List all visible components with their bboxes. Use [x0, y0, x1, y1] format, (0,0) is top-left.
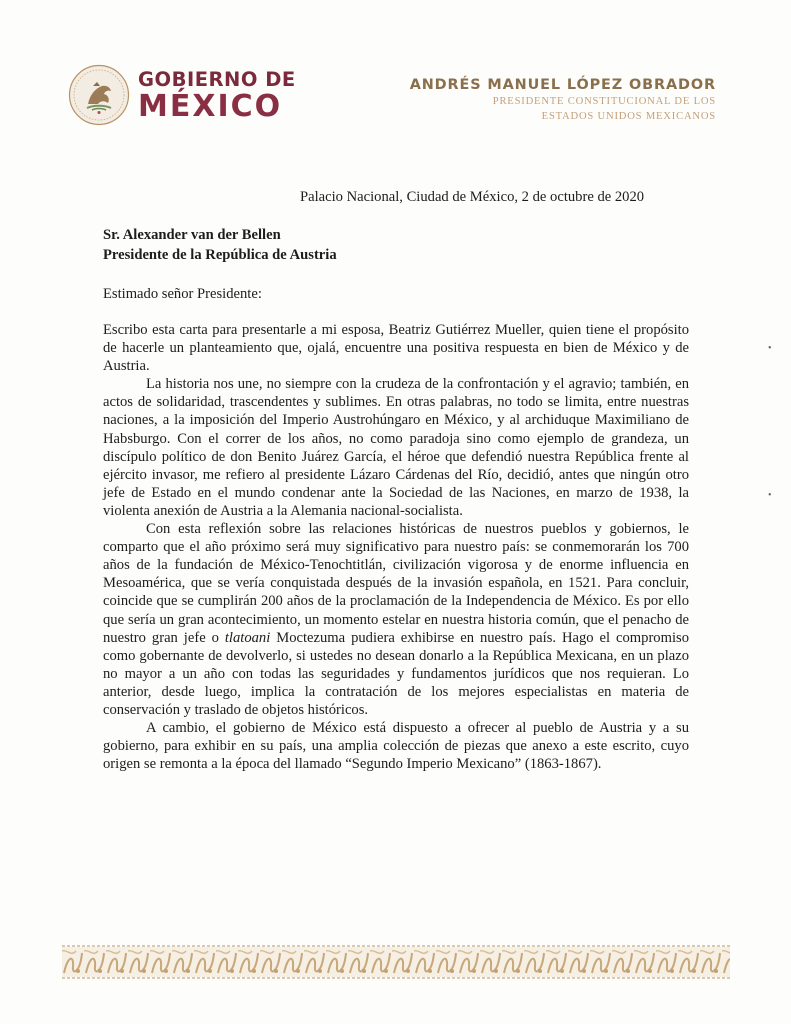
- paragraph-1: Escribo esta carta para presentarle a mi esposa, Beatriz Gutiérrez Mueller, quien tiene el propósito de hacerle un planteamiento que, ojalá, encuentre una positiva respuesta en bien de México y de Austria.: [103, 322, 689, 375]
- paragraph-3: [103, 520, 689, 719]
- letter-body: [103, 321, 689, 773]
- date-line: Palacio Nacional, Ciudad de México, 2 de octubre de 2020: [300, 189, 645, 205]
- president-name: ANDRÉS MANUEL LÓPEZ OBRADOR: [409, 77, 716, 93]
- margin-mark-icon: •: [768, 343, 772, 354]
- paragraph-2: La historia nos une, no siempre con la crudeza de la confrontación y el agravio; también, en actos de solidaridad, trascendentes y sublimes. En otras palabras, no todo se limita, entre nuestras naciones, a la imposición del Imperio Austrohúngaro en México, y al archiduque Maximiliano de Habsburgo. Con el correr de los años, no como paradoja sino como ejemplo de grandeza, un discípulo político de don Benito Juárez García, el héroe que defendió nuestra República frente al ejército invasor, me refiero al presidente Lázaro Cárdenas del Río, decidió, antes que ningún otro jefe de Estado en el mundo condenar ante la Sociedad de las Naciones, en marzo de 1938, la violenta anexión de Austria a la Alemania nacional-socialista.: [103, 376, 689, 519]
- recipient-title: Presidente de la República de Austria: [103, 247, 337, 263]
- government-logo-text: [138, 70, 296, 122]
- president-title-line2: ESTADOS UNIDOS MEXICANOS: [541, 111, 716, 122]
- paragraph-3-part1: Con esta reflexión sobre las relaciones históricas de nuestros pueblos y gobiernos, le comparto que el año próximo será muy significativo para nuestro país: se conmemorarán los 700 años de la fundación de México-Tenochtitlán, civilización vigorosa y de enorme influencia en Mesoamérica, que se vería conquistada después de la invasión española, en 1521. Para concluir, coincide que se cumplirán 200 años de la proclamación de la Independencia de México. Es por ello que sería un gran acontecimiento, un momento estelar en nuestra historia común, que el penacho de nuestro gran jefe o: [103, 521, 689, 646]
- paragraph-4: A cambio, el gobierno de México está dispuesto a ofrecer al pueblo de Austria y a su gobierno, para exhibir en su país, una amplia colección de piezas que anexo a este escrito, cuyo origen se remonta a la época del llamado “Segundo Imperio Mexicano” (1863-1867).: [103, 720, 689, 773]
- gov-name-line2: MÉXICO: [138, 88, 283, 124]
- margin-mark-icon: •: [768, 490, 772, 501]
- gold-pattern-band-icon: [62, 945, 730, 979]
- salutation: Estimado señor Presidente:: [103, 286, 262, 302]
- recipient-name: Sr. Alexander van der Bellen: [103, 227, 281, 243]
- president-header: [410, 77, 716, 123]
- president-title-line1: PRESIDENTE CONSTITUCIONAL DE LOS: [492, 96, 716, 107]
- gov-name-line1: GOBIERNO DE: [138, 68, 296, 91]
- paragraph-3-italic-term: tlatoani: [224, 629, 271, 646]
- mexico-coat-of-arms-icon: [68, 64, 130, 126]
- paragraph-3-part2: Moctezuma pudiera exhibirse en nuestro país. Hago el compromiso como gobernante de devolverlo, si ustedes no desean donarlo a la República Mexicana, en un plazo no mayor a un año con todas las seguridades y fundamentos jurídicos que nos requieran. Lo anterior, desde luego, implica la contratación de los mejores especialistas en materia de conservación y traslado de objetos históricos.: [103, 629, 689, 718]
- recipient-block: [103, 225, 337, 265]
